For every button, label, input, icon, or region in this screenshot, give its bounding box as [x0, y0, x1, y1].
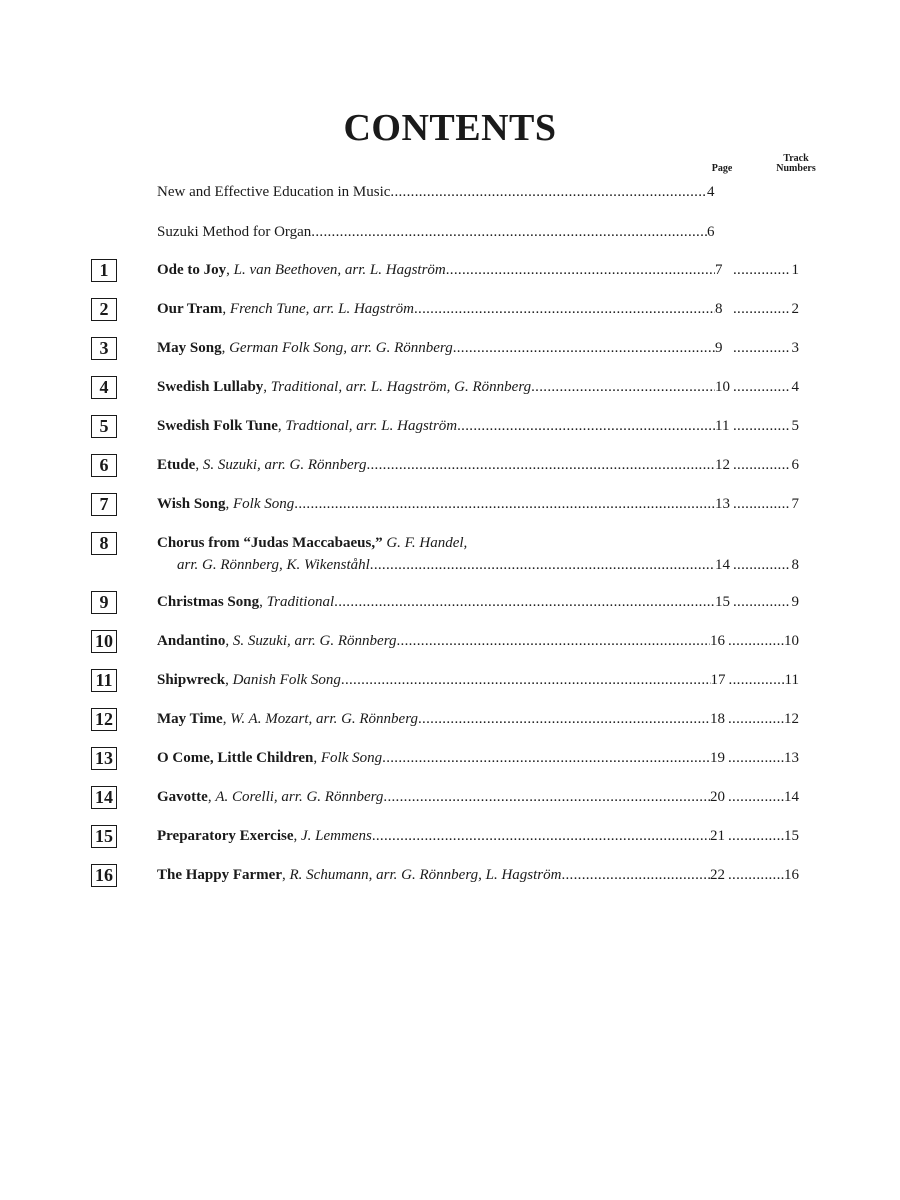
track-number-box: 16 — [91, 864, 117, 887]
piece-credit: G. F. Handel, — [386, 535, 468, 551]
piece-title: May Time — [157, 711, 223, 727]
piece-credit: French Tune, arr. L. Hagström — [229, 301, 414, 317]
track-number: 9 — [791, 594, 799, 610]
leader-dots — [334, 592, 715, 612]
separator: , — [195, 457, 203, 473]
page-number: 21 — [710, 828, 725, 844]
page-number: 9 — [715, 340, 723, 356]
leader-dots — [382, 748, 710, 768]
track-number-box: 14 — [91, 786, 117, 809]
track-number-box: 15 — [91, 825, 117, 848]
leader-dots — [728, 709, 784, 729]
piece-title: Preparatory Exercise — [157, 828, 294, 844]
page-number: 18 — [710, 711, 725, 727]
piece-title: Gavotte — [157, 789, 208, 805]
track-number-box: 3 — [91, 337, 117, 360]
separator: , — [222, 711, 231, 727]
separator: , — [207, 789, 216, 805]
track-number-box: 9 — [91, 591, 117, 614]
toc-line — [157, 338, 799, 358]
track-number-box: 2 — [91, 298, 117, 321]
leader-dots — [414, 299, 715, 319]
piece-credit: R. Schumann, arr. G. Rönnberg, L. Hagström — [289, 867, 562, 883]
leader-dots — [733, 338, 789, 358]
piece-title: Wish Song — [157, 496, 226, 512]
leader-dots — [728, 631, 784, 651]
separator: , — [226, 262, 234, 278]
leader-dots — [370, 555, 715, 575]
toc-line — [157, 222, 725, 242]
separator: , — [313, 750, 321, 766]
leader-dots — [728, 826, 784, 846]
track-number: 10 — [784, 633, 799, 649]
column-header-track-line2: Numbers — [776, 163, 816, 174]
leader-dots — [733, 260, 789, 280]
track-number: 14 — [784, 789, 799, 805]
piece-title: Ode to Joy — [157, 262, 227, 278]
separator: , — [263, 379, 271, 395]
track-number: 6 — [791, 457, 799, 473]
piece-title: O Come, Little Children — [157, 750, 314, 766]
track-number: 16 — [784, 867, 799, 883]
leader-dots — [729, 670, 785, 690]
piece-credit: S. Suzuki, arr. G. Rönnberg — [202, 457, 367, 473]
track-number: 11 — [784, 672, 799, 688]
piece-title: Our Tram — [157, 301, 223, 317]
leader-dots — [341, 670, 711, 690]
page-number: 8 — [715, 301, 723, 317]
toc-line — [157, 787, 799, 807]
separator: , — [282, 867, 290, 883]
intro-text: New and Effective Education in Music — [157, 184, 391, 200]
piece-title: Christmas Song — [157, 594, 260, 610]
track-number: 12 — [784, 711, 799, 727]
toc-line — [157, 416, 799, 436]
piece-title: The Happy Farmer — [157, 867, 282, 883]
track-number: 3 — [791, 340, 799, 356]
page-number: 7 — [715, 262, 723, 278]
leader-dots — [733, 494, 789, 514]
toc-line — [157, 260, 799, 280]
piece-title: Swedish Lullaby — [157, 379, 264, 395]
page-title: CONTENTS — [343, 107, 557, 149]
piece-credit: L. van Beethoven, arr. L. Hagström — [233, 262, 446, 278]
piece-title: Swedish Folk Tune — [157, 418, 278, 434]
track-number-box: 13 — [91, 747, 117, 770]
column-header-page: Page — [711, 163, 733, 174]
leader-dots — [446, 260, 715, 280]
piece-credit: Folk Song — [233, 496, 295, 512]
page-number: 6 — [707, 224, 715, 240]
leader-dots — [728, 865, 784, 885]
leader-dots — [390, 182, 707, 202]
toc-line — [157, 182, 725, 202]
track-number-box: 5 — [91, 415, 117, 438]
piece-credit: S. Suzuki, arr. G. Rönnberg — [232, 633, 397, 649]
toc-line-continued — [177, 555, 799, 575]
leader-dots — [733, 416, 789, 436]
track-number-box: 8 — [91, 532, 117, 555]
toc-line — [157, 377, 799, 397]
page-number: 17 — [710, 672, 726, 688]
page-number: 15 — [715, 594, 730, 610]
page-number: 11 — [715, 418, 730, 434]
toc-line — [157, 494, 799, 514]
column-header-track — [768, 154, 824, 174]
track-number-box: 11 — [91, 669, 117, 692]
track-number: 5 — [791, 418, 799, 434]
toc-line — [157, 455, 799, 475]
piece-credit: Traditional — [266, 594, 335, 610]
separator: , — [225, 672, 233, 688]
page-number: 16 — [710, 633, 725, 649]
piece-title: May Song — [157, 340, 222, 356]
track-number: 8 — [791, 557, 799, 573]
track-number: 2 — [791, 301, 799, 317]
leader-dots — [383, 787, 710, 807]
piece-credit: German Folk Song, arr. G. Rönnberg — [229, 340, 453, 356]
page-number: 13 — [715, 496, 730, 512]
track-number: 13 — [784, 750, 799, 766]
page-number: 22 — [710, 867, 725, 883]
leader-dots — [733, 592, 789, 612]
page-number: 14 — [715, 557, 730, 573]
toc-line — [157, 709, 799, 729]
leader-dots — [733, 377, 789, 397]
leader-dots — [372, 826, 710, 846]
page-number: 4 — [707, 184, 715, 200]
toc-line — [157, 826, 799, 846]
piece-credit: W. A. Mozart, arr. G. Rönnberg — [230, 711, 418, 727]
piece-title: Chorus from “Judas Maccabaeus,” — [157, 535, 383, 551]
separator: , — [277, 418, 286, 434]
separator: , — [293, 828, 301, 844]
piece-credit: Folk Song — [320, 750, 383, 766]
track-number-box: 12 — [91, 708, 117, 731]
separator: , — [259, 594, 267, 610]
page-number: 12 — [715, 457, 730, 473]
piece-credit: Tradtional, arr. L. Hagström — [285, 418, 458, 434]
separator: , — [225, 496, 234, 512]
leader-dots — [733, 555, 789, 575]
track-number: 7 — [791, 496, 799, 512]
separator: , — [221, 340, 230, 356]
toc-line — [157, 865, 799, 885]
piece-title: Andantino — [157, 633, 226, 649]
toc-line — [157, 299, 799, 319]
separator: , — [222, 301, 230, 317]
leader-dots — [561, 865, 710, 885]
piece-credit-continued: arr. G. Rönnberg, K. Wikenståhl — [177, 557, 370, 573]
toc-line — [157, 533, 799, 553]
leader-dots — [728, 787, 784, 807]
leader-dots — [396, 631, 710, 651]
track-number-box: 7 — [91, 493, 117, 516]
leader-dots — [418, 709, 710, 729]
track-number: 15 — [784, 828, 799, 844]
leader-dots — [294, 494, 715, 514]
track-number-box: 6 — [91, 454, 117, 477]
page-number: 10 — [715, 379, 730, 395]
toc-line — [157, 592, 799, 612]
intro-text: Suzuki Method for Organ — [157, 224, 312, 240]
track-number-box: 1 — [91, 259, 117, 282]
piece-credit: Danish Folk Song — [232, 672, 341, 688]
track-number-box: 10 — [91, 630, 117, 653]
leader-dots — [457, 416, 715, 436]
page-number: 19 — [710, 750, 725, 766]
leader-dots — [733, 455, 789, 475]
track-number: 1 — [791, 262, 799, 278]
piece-credit: J. Lemmens — [300, 828, 372, 844]
leader-dots — [531, 377, 715, 397]
leader-dots — [311, 222, 707, 242]
leader-dots — [733, 299, 789, 319]
column-header-track-line1: Track — [783, 153, 809, 164]
toc-line — [157, 748, 799, 768]
piece-credit: Traditional, arr. L. Hagström, G. Rönnberg — [270, 379, 532, 395]
toc-line — [157, 631, 799, 651]
leader-dots — [728, 748, 784, 768]
leader-dots — [366, 455, 715, 475]
piece-title: Shipwreck — [157, 672, 226, 688]
track-number: 4 — [791, 379, 799, 395]
piece-credit: A. Corelli, arr. G. Rönnberg — [215, 789, 384, 805]
piece-title: Etude — [157, 457, 196, 473]
toc-line — [157, 670, 799, 690]
separator: , — [225, 633, 233, 649]
page-number: 20 — [710, 789, 725, 805]
leader-dots — [453, 338, 715, 358]
track-number-box: 4 — [91, 376, 117, 399]
